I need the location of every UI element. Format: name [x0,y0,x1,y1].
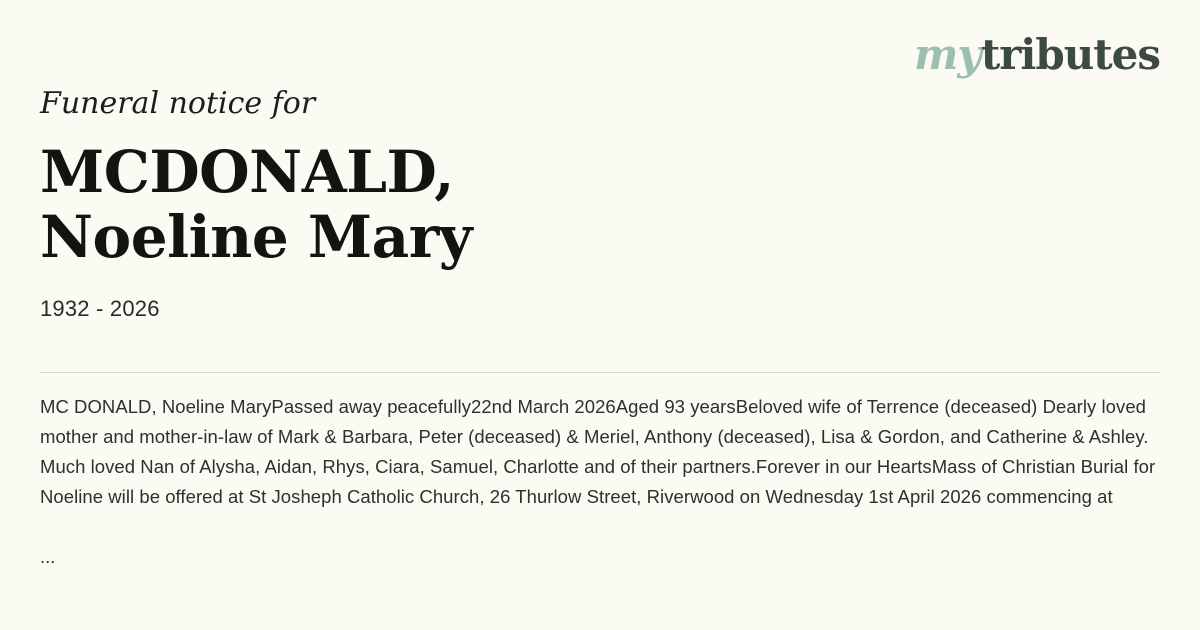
notice-life-dates: 1932 - 2026 [40,295,160,321]
notice-surname: MCDONALD, [40,138,454,206]
logo-my-text: my [913,30,981,79]
page-title [40,140,740,270]
notice-eyebrow: Funeral notice for [40,86,316,121]
logo-tributes-text: tributes [980,30,1160,79]
mytributes-logo [913,30,1160,79]
notice-body-text: MC DONALD, Noeline MaryPassed away peacefully22nd March 2026Aged 93 yearsBeloved wife of Terrence (deceased) Dearly loved mother and mother-in-law of Mark & Barbara, Peter (deceased) & Meriel, Anthony (deceased), Lisa & Gordon, and Catherine & Ashley. Much loved Nan of Alysha, Aidan, Rhys, Ciara, Samuel, Charlotte and of their partners.Forever in our HeartsMass of Christian Burial for Noeline will be offered at St Josheph Catholic Church, 26 Thurlow Street, Riverwood on Wednesday 1st April 2026 commencing at [40,396,1161,507]
header-divider [40,372,1160,373]
notice-header [40,86,1170,322]
notice-truncation-ellipsis: ... [40,546,56,567]
notice-given-names: Noeline Mary [40,202,472,271]
